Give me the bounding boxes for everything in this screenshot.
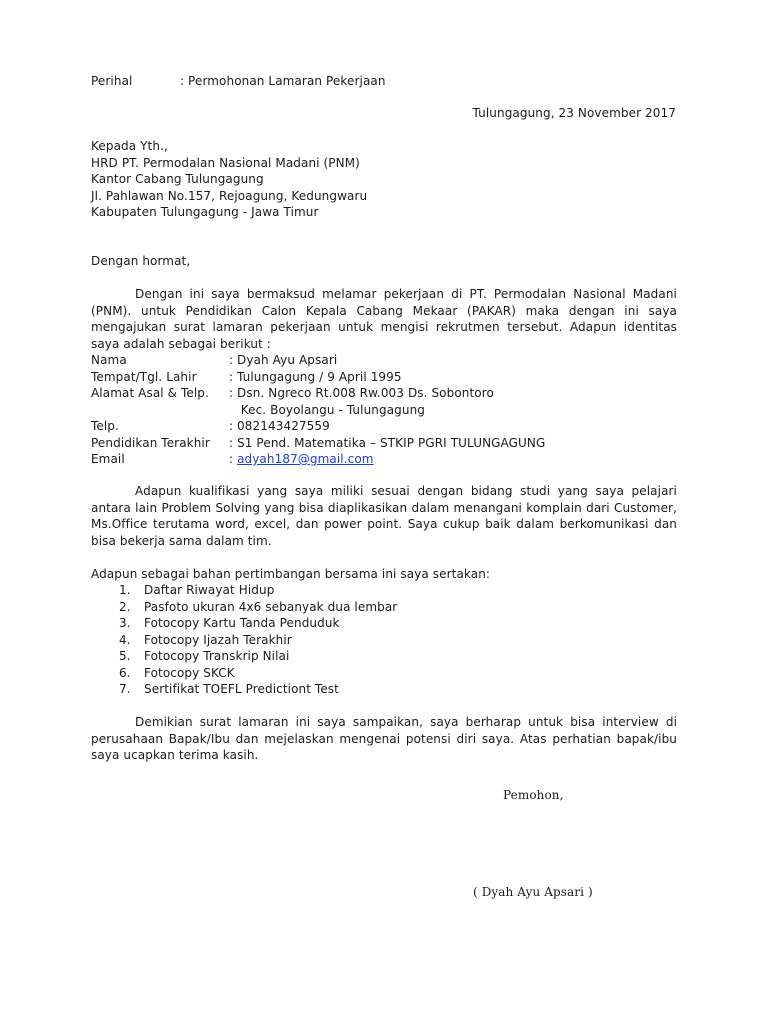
- identity-label: Tempat/Tgl. Lahir: [91, 369, 197, 384]
- identity-label: Telp.: [91, 419, 119, 433]
- list-item: [119, 632, 397, 649]
- recipient-line: Kepada Yth.,: [91, 139, 168, 153]
- recipient-line: Jl. Pahlawan No.157, Rejoagung, Kedungwaru: [91, 188, 368, 203]
- attachments-list: [119, 582, 397, 698]
- closing-paragraph-text: Demikian surat lamaran ini saya sampaikan, saya berharap untuk bisa interview di perusahaan Bapak/Ibu dan mejelaskan mengenai potensi diri saya. Atas perhatian bapak/ibu saya ucapkan terima kasih.: [91, 715, 677, 762]
- identity-label: Pendidikan Terakhir: [91, 435, 210, 450]
- list-item-text: Fotocopy Transkrip Nilai: [144, 649, 290, 663]
- identity-row: [91, 352, 545, 369]
- email-label: Email: [91, 452, 125, 466]
- intro-paragraph-text: Dengan ini saya bermaksud melamar pekerjaan di PT. Permodalan Nasional Madani (PNM). untuk Pendidikan Calon Kepala Cabang Mekaar (PAKAR) maka dengan ini saya mengajukan surat lamaran pekerjaan untuk mengisi rekrutmen tersebut. Adapun identitas saya adalah sebagai berikut :: [91, 287, 677, 351]
- attachments-intro: Adapun sebagai bahan pertimbangan bersama ini saya sertakan:: [91, 567, 491, 581]
- closing-salutation: Pemohon,: [503, 788, 564, 802]
- greeting: Dengan hormat,: [91, 254, 191, 268]
- identity-label: Alamat Asal & Telp.: [91, 386, 209, 400]
- list-item-text: Fotocopy Kartu Tanda Penduduk: [144, 616, 340, 630]
- identity-value: : 082143427559: [229, 419, 330, 433]
- list-item-number: 2.: [119, 599, 131, 614]
- identity-row: [91, 418, 545, 435]
- identity-table: [91, 352, 545, 468]
- list-item-number: 7.: [119, 682, 131, 696]
- list-item: [119, 665, 397, 682]
- recipient-line: Kantor Cabang Tulungagung: [91, 172, 264, 186]
- list-item: [119, 582, 397, 599]
- list-item: [119, 599, 397, 616]
- list-item-text: Fotocopy SKCK: [144, 665, 235, 680]
- identity-label: [91, 402, 229, 419]
- qualification-paragraph-text: Adapun kualifikasi yang saya miliki sesuai dengan bidang studi yang saya pelajari antara lain Problem Solving yang bisa diaplikasikan dalam menangani komplain dari Customer, Ms.Office terutama word, excel, dan power point. Saya cukup baik dalam berkomunikasi dan bisa bekerja sama dalam tim.: [91, 484, 677, 548]
- list-item-number: 3.: [119, 616, 131, 630]
- list-item-number: 1.: [119, 583, 131, 597]
- qualification-paragraph: [91, 483, 677, 549]
- closing-paragraph: [91, 714, 677, 764]
- identity-value: Kec. Boyolangu - Tulungagung: [229, 402, 425, 417]
- list-item: [119, 681, 397, 698]
- list-item-number: 4.: [119, 632, 131, 647]
- email-value: [229, 451, 374, 468]
- letter-date: Tulungagung, 23 November 2017: [472, 106, 676, 120]
- list-item: [119, 615, 397, 632]
- identity-row: [91, 369, 545, 386]
- identity-value: : S1 Pend. Matematika – STKIP PGRI TULUNGAGUNG: [229, 435, 546, 450]
- identity-label: Nama: [91, 353, 127, 367]
- signature-name: ( Dyah Ayu Apsari ): [473, 885, 593, 899]
- recipient-line: HRD PT. Permodalan Nasional Madani (PNM): [91, 155, 360, 170]
- list-item-number: 5.: [119, 649, 131, 663]
- identity-row: [91, 385, 545, 402]
- list-item: [119, 648, 397, 665]
- identity-row-email: [91, 451, 545, 468]
- identity-row: [91, 402, 545, 419]
- subject-value: : Permohonan Lamaran Pekerjaan: [180, 74, 386, 88]
- list-item-text: Sertifikat TOEFL Predictiont Test: [144, 682, 339, 696]
- recipient-address: [91, 138, 367, 221]
- list-item-text: Pasfoto ukuran 4x6 sebanyak dua lembar: [144, 599, 398, 614]
- email-link[interactable]: adyah187@gmail.com: [237, 452, 374, 466]
- list-item-number: 6.: [119, 665, 131, 680]
- intro-paragraph: [91, 286, 677, 352]
- list-item-text: Daftar Riwayat Hidup: [144, 583, 275, 597]
- recipient-line: Kabupaten Tulungagung - Jawa Timur: [91, 205, 319, 219]
- list-item-text: Fotocopy Ijazah Terakhir: [144, 632, 292, 647]
- identity-value: : Dyah Ayu Apsari: [229, 353, 338, 367]
- identity-row: [91, 435, 545, 452]
- identity-value: : Tulungagung / 9 April 1995: [229, 369, 402, 384]
- identity-value: : Dsn. Ngreco Rt.008 Rw.003 Ds. Sobontoro: [229, 386, 494, 400]
- email-prefix: :: [229, 452, 238, 466]
- subject-label: Perihal: [91, 74, 133, 88]
